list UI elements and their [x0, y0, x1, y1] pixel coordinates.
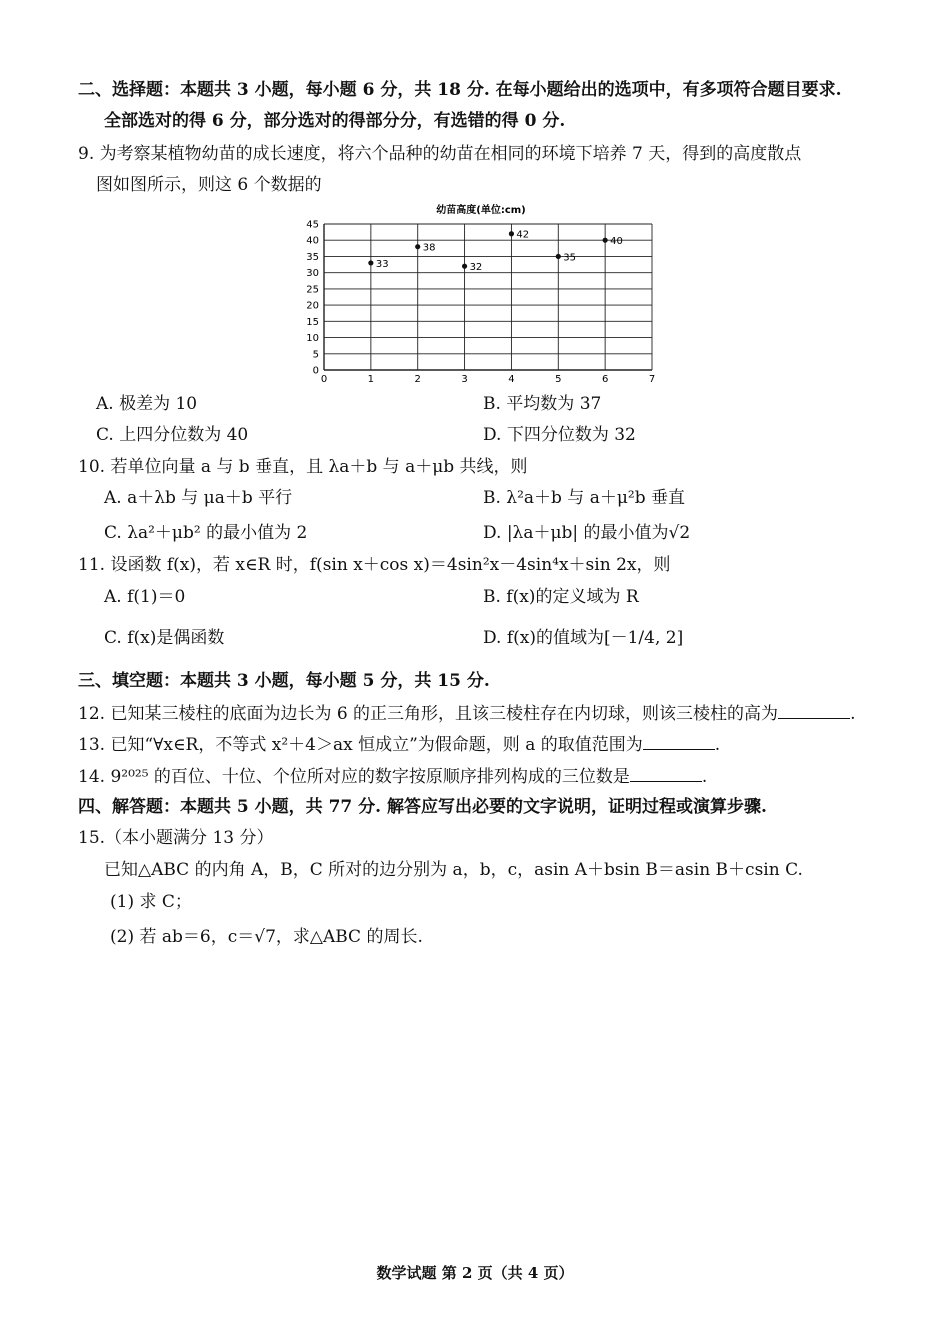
x-tick-label: 6 — [601, 374, 609, 385]
y-tick-label: 20 — [306, 300, 319, 312]
q11-stem: 11. 设函数 f(x)，若 x∈R 时，f(sin x＋cos x)＝4sin²x－4sin⁴x＋sin 2x，则 — [78, 555, 671, 575]
section2-heading: 二、选择题：本题共 3 小题，每小题 6 分，共 18 分. 在每小题给出的选项中，有多项符合题目要求. — [78, 80, 842, 100]
section3-heading: 三、填空题：本题共 3 小题，每小题 5 分，共 15 分. — [78, 671, 490, 691]
data-point — [556, 254, 561, 259]
data-label: 32 — [469, 262, 483, 274]
data-label: 38 — [422, 242, 436, 254]
q9-option-a: A. 极差为 10 — [96, 394, 198, 414]
x-tick-label: 0 — [320, 374, 328, 385]
x-tick-label: 5 — [555, 374, 562, 385]
q10-option-c: C. λa²＋μb² 的最小值为 2 — [104, 523, 308, 543]
data-label: 33 — [375, 258, 389, 270]
q14-end: . — [701, 767, 708, 787]
data-label: 42 — [516, 229, 530, 241]
data-point — [509, 231, 514, 236]
y-tick-label: 5 — [312, 349, 319, 361]
q13-end: . — [714, 735, 721, 755]
seedling-height-chart — [296, 200, 666, 390]
q11-option-b: B. f(x)的定义域为 R — [483, 587, 639, 607]
data-point — [462, 264, 467, 269]
q14-text: 14. 9²⁰²⁵ 的百位、十位、个位所对应的数字按原顺序排列构成的三位数是 — [78, 767, 630, 787]
data-point — [368, 260, 373, 265]
section2-heading-2: 全部选对的得 6 分，部分选对的得部分分，有选错的得 0 分. — [104, 111, 566, 131]
q13 — [78, 733, 720, 756]
y-tick-label: 15 — [306, 316, 319, 328]
q14-answer-blank — [630, 765, 702, 782]
chart-title: 幼苗高度(单位:cm) — [436, 205, 526, 216]
data-point — [415, 244, 420, 249]
q10-stem: 10. 若单位向量 a 与 b 垂直，且 λa＋b 与 a＋μb 共线，则 — [78, 457, 528, 477]
q10-option-b: B. λ²a＋b 与 a＋μ²b 垂直 — [483, 488, 685, 508]
q15-title: 15.（本小题满分 13 分） — [78, 828, 274, 848]
q12-text: 12. 已知某三棱柱的底面为边长为 6 的正三角形，且该三棱柱存在内切球，则该三棱柱的高为 — [78, 704, 779, 724]
data-label: 40 — [610, 236, 623, 248]
x-tick-label: 1 — [367, 374, 375, 385]
q12 — [78, 702, 855, 725]
y-tick-label: 10 — [306, 333, 319, 345]
x-tick-label: 2 — [414, 374, 421, 385]
q9-stem-line2: 图如图所示，则这 6 个数据的 — [96, 175, 322, 195]
x-tick-label: 3 — [461, 374, 468, 385]
q9-option-c: C. 上四分位数为 40 — [96, 425, 249, 445]
page-footer: 数学试题 第 2 页（共 4 页） — [376, 1264, 574, 1282]
x-tick-label: 7 — [648, 374, 656, 385]
q10-option-d: D. |λa＋μb| 的最小值为√2 — [483, 523, 691, 543]
y-tick-label: 25 — [306, 284, 319, 296]
q13-answer-blank — [643, 733, 715, 750]
q15-part2: (2) 若 ab＝6，c＝√7，求△ABC 的周长. — [110, 927, 423, 947]
q11-option-d: D. f(x)的值域为[－1/4, 2] — [483, 628, 684, 648]
q9-option-d: D. 下四分位数为 32 — [483, 425, 636, 445]
q15-stem: 已知△ABC 的内角 A，B，C 所对的边分别为 a，b，c，asin A＋bsin B＝asin B＋csin C. — [104, 860, 803, 880]
x-tick-label: 4 — [508, 374, 515, 385]
data-point — [603, 238, 608, 243]
q14 — [78, 765, 707, 788]
q12-end: . — [850, 704, 856, 724]
q15-part1: (1) 求 C； — [110, 892, 192, 912]
q13-text: 13. 已知“∀x∈R，不等式 x²＋4＞ax 恒成立”为假命题，则 a 的取值范围为 — [78, 735, 643, 755]
section4-heading: 四、解答题：本题共 5 小题，共 77 分. 解答应写出必要的文字说明，证明过程或演算步骤. — [78, 797, 767, 817]
q9-option-b: B. 平均数为 37 — [483, 394, 602, 414]
y-tick-label: 45 — [306, 219, 319, 231]
y-tick-label: 40 — [306, 235, 319, 247]
q10-option-a: A. a＋λb 与 μa＋b 平行 — [104, 488, 293, 508]
y-tick-label: 0 — [312, 365, 319, 377]
q12-answer-blank — [778, 702, 850, 719]
q9-stem-line1: 9. 为考察某植物幼苗的成长速度，将六个品种的幼苗在相同的环境下培养 7 天，得到的高度散点 — [78, 144, 802, 164]
q11-option-c: C. f(x)是偶函数 — [104, 628, 225, 648]
q11-option-a: A. f(1)＝0 — [104, 587, 186, 607]
y-tick-label: 35 — [306, 251, 319, 263]
y-tick-label: 30 — [306, 268, 319, 280]
data-label: 35 — [563, 252, 577, 264]
